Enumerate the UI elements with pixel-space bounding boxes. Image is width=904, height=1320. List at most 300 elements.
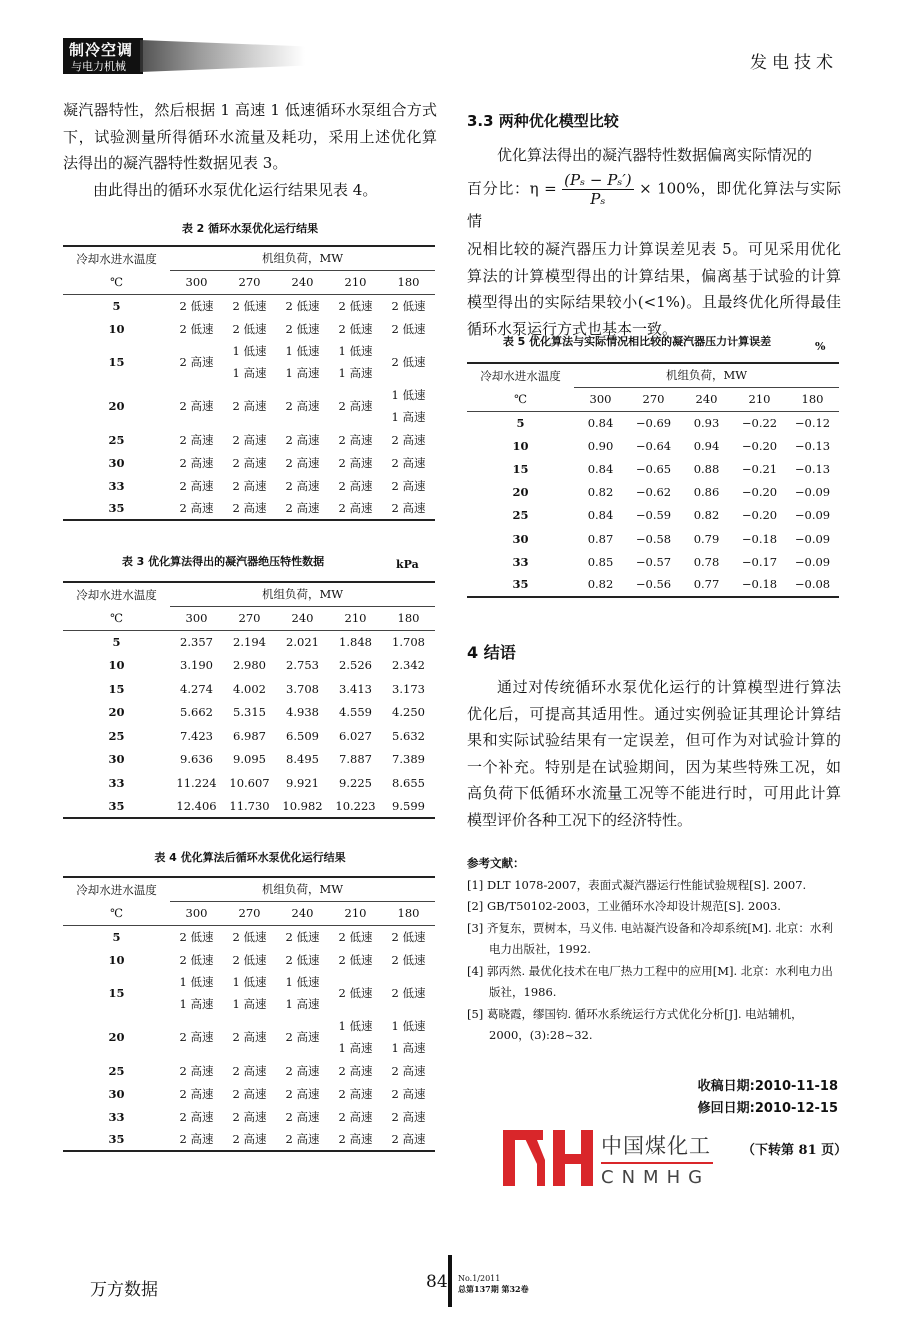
table-header-row <box>63 901 435 925</box>
load-column-header: 240 <box>276 606 329 630</box>
load-column-header: 240 <box>276 270 329 294</box>
table-header-row <box>63 246 435 270</box>
value-cell: −0.17 <box>741 554 778 569</box>
value-cell: 1 低速 1 高速 <box>285 975 320 1011</box>
table-row <box>63 1082 435 1105</box>
value-cell: 2 低速 <box>179 929 214 944</box>
table-5-caption: 表 5 优化算法与实际情况相比较的凝汽器压力计算误差 <box>502 335 772 348</box>
table-4-caption: 表 4 优化算法后循环水泵优化运行结果 <box>154 851 346 864</box>
value-cell: 0.85 <box>587 554 614 569</box>
temperature-cell: 30 <box>108 455 125 470</box>
temperature-cell: 25 <box>512 508 529 523</box>
value-cell: −0.18 <box>733 573 786 596</box>
value-cell: 2.357 <box>180 635 213 649</box>
value-cell: 2 高速 <box>232 1030 267 1044</box>
value-cell: −0.20 <box>741 508 778 523</box>
section-tag: 发电技术 <box>750 53 838 73</box>
temperature-cell: 5 <box>112 298 121 313</box>
value-cell: 2 低速 <box>179 952 214 967</box>
value-cell: 2 高速 <box>179 1030 214 1044</box>
table-row <box>63 771 435 795</box>
value-cell: −0.21 <box>741 461 778 476</box>
data-table <box>467 362 839 598</box>
formula-tail: × 100%，即优化算法与实际情 <box>467 179 841 230</box>
value-cell: 2 低速 <box>391 321 426 336</box>
mh-logo-icon <box>503 1130 593 1186</box>
temperature-cell: 15 <box>108 986 125 1000</box>
value-cell: 2 高速 <box>338 1086 373 1101</box>
value-cell: 2 低速 <box>391 952 426 967</box>
value-cell: 2.194 <box>233 635 266 649</box>
temperature-cell: 33 <box>512 554 529 569</box>
value-cell: 2 高速 <box>179 1063 214 1078</box>
table-row <box>63 294 435 317</box>
table-3-unit: kPa <box>396 558 419 571</box>
value-cell: 0.82 <box>693 508 720 523</box>
value-cell: 2 高速 <box>338 455 373 470</box>
table-row <box>467 457 839 480</box>
value-cell: 2 高速 <box>232 1109 267 1124</box>
revised-date: 修回日期:2010-12-15 <box>697 1101 838 1116</box>
value-cell: 2 低速 <box>391 298 426 313</box>
value-cell: 10.607 <box>229 775 270 790</box>
table-row <box>467 411 839 434</box>
table-row <box>63 724 435 748</box>
value-cell: −0.09 <box>794 485 831 500</box>
value-cell: 7.423 <box>180 728 213 743</box>
value-cell: −0.09 <box>794 508 831 523</box>
value-cell: 2 高速 <box>179 1109 214 1124</box>
temperature-cell: 5 <box>516 415 525 430</box>
table-row <box>63 1128 435 1151</box>
load-header: 机组负荷，MW <box>170 877 435 901</box>
table-row <box>63 701 435 725</box>
value-cell: 0.87 <box>587 531 614 546</box>
value-cell: 1 低速 1 高速 <box>232 975 267 1011</box>
temperature-unit: ℃ <box>63 901 170 925</box>
footer-divider <box>448 1255 452 1307</box>
value-cell: 0.82 <box>587 485 614 500</box>
value-cell: −0.20 <box>741 485 778 500</box>
formula-numerator: (Pₛ − Pₛ′) <box>564 170 632 189</box>
value-cell: 4.250 <box>392 705 425 720</box>
value-cell: 2 低速 <box>179 321 214 336</box>
value-cell: 2 低速 <box>285 952 320 967</box>
value-cell: 10.982 <box>276 795 329 819</box>
value-cell: 5.632 <box>392 728 425 743</box>
temperature-cell: 25 <box>108 728 125 743</box>
value-cell: 2 高速 <box>285 432 320 447</box>
table-row <box>63 1059 435 1082</box>
temperature-header: 冷却水进水温度 <box>467 363 574 387</box>
temperature-cell: 10 <box>108 321 125 336</box>
table-row <box>63 451 435 474</box>
table-row <box>63 340 435 384</box>
table-row <box>63 474 435 497</box>
load-column-header: 180 <box>382 606 435 630</box>
value-cell: 2 低速 <box>338 986 373 1000</box>
formula-denominator: Pₛ <box>590 189 606 208</box>
value-cell: 2 高速 <box>170 497 223 520</box>
value-cell: 5.662 <box>180 705 213 720</box>
table-row <box>63 677 435 701</box>
journal-name: 制冷空调 <box>69 41 134 59</box>
value-cell: 0.93 <box>693 415 720 430</box>
paragraph: 况相比较的凝汽器压力计算误差见表 5。可见采用优化算法的计算模型得出的计算结果，偏离基于试验的计算模型得出的实际结果较小(<1%)。且最终优化所得最佳循环水泵运行方式也基本一致。 <box>467 240 841 338</box>
value-cell: 2 高速 <box>232 455 267 470</box>
value-cell: 2 高速 <box>285 399 320 413</box>
value-cell: 2 高速 <box>285 1030 320 1044</box>
table-row <box>63 428 435 451</box>
value-cell: 8.655 <box>392 775 425 790</box>
value-cell: 2 高速 <box>338 432 373 447</box>
value-cell: 2 高速 <box>391 1086 426 1101</box>
value-cell: 0.84 <box>587 508 614 523</box>
temperature-cell: 5 <box>112 635 121 649</box>
value-cell: 0.84 <box>587 415 614 430</box>
value-cell: 2 低速 <box>338 929 373 944</box>
value-cell: 1 低速 1 高速 <box>179 975 214 1011</box>
table-row <box>63 654 435 678</box>
temperature-cell: 35 <box>467 573 574 596</box>
value-cell: 9.921 <box>286 775 319 790</box>
value-cell: −0.08 <box>786 573 839 596</box>
value-cell: −0.12 <box>794 415 831 430</box>
table-row <box>467 550 839 573</box>
value-cell: 1.708 <box>392 635 425 649</box>
reference-item: [2] GB/T50102-2003，工业循环水冷却设计规范[S]. 2003. <box>467 899 781 913</box>
value-cell: 8.495 <box>286 752 319 767</box>
value-cell: 2 低速 <box>285 298 320 313</box>
value-cell: −0.65 <box>635 461 672 476</box>
table-5-unit: % <box>815 340 826 353</box>
brand-text <box>601 1130 713 1188</box>
value-cell: 3.413 <box>339 681 372 696</box>
load-column-header: 210 <box>733 387 786 411</box>
section-4-heading <box>467 640 516 663</box>
received-date: 收稿日期:2010-11-18 <box>697 1079 838 1094</box>
value-cell: 2 高速 <box>232 432 267 447</box>
value-cell: 2.342 <box>392 658 425 673</box>
table-row <box>63 971 435 1015</box>
load-column-header: 240 <box>680 387 733 411</box>
left-intro <box>63 97 437 203</box>
article-dates <box>600 1076 838 1120</box>
value-cell: 2 低速 <box>232 321 267 336</box>
value-cell: 2 高速 <box>329 1128 382 1151</box>
value-cell: 4.002 <box>233 681 266 696</box>
table-2 <box>63 245 435 521</box>
formula-line <box>467 171 841 235</box>
issue-number: No.1/2011 <box>458 1274 501 1283</box>
table-row <box>467 481 839 504</box>
load-column-header: 180 <box>382 901 435 925</box>
value-cell: 2 低速 <box>179 298 214 313</box>
issue-volume: 总第137期 第32卷 <box>458 1284 529 1294</box>
value-cell: 9.636 <box>180 752 213 767</box>
load-column-header: 270 <box>223 270 276 294</box>
load-column-header: 270 <box>627 387 680 411</box>
value-cell: −0.22 <box>741 415 778 430</box>
temperature-unit: ℃ <box>63 606 170 630</box>
value-cell: 1 低速 1 高速 <box>285 344 320 380</box>
table-row <box>63 1105 435 1128</box>
reference-item: [4] 郭丙然. 最优化技术在电厂热力工程中的应用[M]. 北京：水利电力出版社，1986. <box>467 963 833 999</box>
table-row <box>63 497 435 520</box>
table-header-row <box>63 606 435 630</box>
value-cell: 9.225 <box>339 775 372 790</box>
value-cell: 0.88 <box>693 461 720 476</box>
table-4 <box>63 876 435 1152</box>
value-cell: 2 高速 <box>338 399 373 413</box>
references <box>467 853 839 1047</box>
value-cell: 2 高速 <box>382 497 435 520</box>
value-cell: −0.13 <box>794 461 831 476</box>
value-cell: −0.09 <box>794 531 831 546</box>
section-3-3-body <box>467 142 841 342</box>
table-row <box>63 795 435 819</box>
table-row <box>467 527 839 550</box>
reference-item: [1] DLT 1078-2007，表面式凝汽器运行性能试验规程[S]. 2007. <box>467 877 807 892</box>
value-cell: 2 低速 <box>232 298 267 313</box>
temperature-cell: 20 <box>512 485 529 500</box>
data-table <box>63 581 435 819</box>
value-cell: 7.887 <box>339 752 372 767</box>
value-cell: 2 高速 <box>179 355 214 369</box>
temperature-cell: 25 <box>108 1063 125 1078</box>
value-cell: −0.56 <box>627 573 680 596</box>
value-cell: 1 低速 1 高速 <box>391 388 426 424</box>
value-cell: −0.13 <box>794 438 831 453</box>
issue-info <box>458 1274 529 1294</box>
brand-en: CNMHG <box>601 1167 711 1188</box>
value-cell: 2.980 <box>233 658 266 673</box>
load-header: 机组负荷，MW <box>574 363 839 387</box>
value-cell: 2 高速 <box>276 497 329 520</box>
value-cell: 2 高速 <box>285 478 320 493</box>
value-cell: 2 低速 <box>232 952 267 967</box>
temperature-cell: 5 <box>112 929 121 944</box>
temperature-cell: 20 <box>108 1030 125 1044</box>
value-cell: 2 高速 <box>232 1086 267 1101</box>
load-column-header: 210 <box>329 270 382 294</box>
value-cell: 5.315 <box>233 705 266 720</box>
value-cell: 11.224 <box>176 775 217 790</box>
temperature-header: 冷却水进水温度 <box>63 877 170 901</box>
value-cell: 2 高速 <box>179 478 214 493</box>
value-cell: 2 低速 <box>338 952 373 967</box>
value-cell: 0.86 <box>693 485 720 500</box>
value-cell: 2 高速 <box>223 1128 276 1151</box>
table-header-row <box>63 270 435 294</box>
load-column-header: 210 <box>329 901 382 925</box>
load-column-header: 180 <box>786 387 839 411</box>
section-4-body <box>467 674 841 833</box>
reference-item: [5] 葛晓霞，缪国钧. 循环水系统运行方式优化分析[J]. 电站辅机，2000，(3):28~32. <box>467 1006 803 1042</box>
value-cell: −0.09 <box>794 554 831 569</box>
value-cell: 2.526 <box>339 658 372 673</box>
paragraph: 通过对传统循环水泵优化运行的计算模型进行算法优化后，可提高其适用性。通过实例验证其理论计算结果和实际试验结果有一定误差，但可作为对试验计算的一个补充。特别是在试验期间，因为某些特殊工况，如高负荷下低循环水流量工况等不能进行时，可用此计算模型评价各种工况下的经济特性。 <box>467 678 841 829</box>
load-column-header: 270 <box>223 606 276 630</box>
temperature-cell: 10 <box>108 952 125 967</box>
temperature-cell: 15 <box>108 355 125 369</box>
table-row <box>63 384 435 428</box>
temperature-cell: 10 <box>108 658 125 673</box>
temperature-cell: 25 <box>108 432 125 447</box>
value-cell: 2 高速 <box>338 478 373 493</box>
value-cell: 3.190 <box>180 658 213 673</box>
value-cell: 2 高速 <box>391 478 426 493</box>
table-row <box>63 925 435 948</box>
temperature-cell: 35 <box>63 497 170 520</box>
value-cell: −0.62 <box>635 485 672 500</box>
value-cell: 2 高速 <box>285 1086 320 1101</box>
value-cell: 9.095 <box>233 752 266 767</box>
value-cell: 2 高速 <box>285 1063 320 1078</box>
load-header: 机组负荷，MW <box>170 582 435 606</box>
value-cell: 2.753 <box>286 658 319 673</box>
load-column-header: 300 <box>170 606 223 630</box>
value-cell: 12.406 <box>170 795 223 819</box>
brand-cn: 中国煤化工 <box>601 1130 713 1164</box>
data-table <box>63 876 435 1152</box>
value-cell: 0.94 <box>693 438 720 453</box>
value-cell: 2 高速 <box>382 1128 435 1151</box>
value-cell: 4.274 <box>180 681 213 696</box>
temperature-cell: 30 <box>108 752 125 767</box>
value-cell: 6.987 <box>233 728 266 743</box>
value-cell: 3.708 <box>286 681 319 696</box>
table-row <box>63 630 435 654</box>
value-cell: −0.58 <box>635 531 672 546</box>
value-cell: 2 高速 <box>391 1109 426 1124</box>
temperature-cell: 30 <box>108 1086 125 1101</box>
value-cell: 6.027 <box>339 728 372 743</box>
value-cell: 2 低速 <box>338 298 373 313</box>
value-cell: 1 低速 1 高速 <box>338 344 373 380</box>
temperature-cell: 33 <box>108 478 125 493</box>
journal-logo <box>63 38 143 74</box>
load-column-header: 300 <box>574 387 627 411</box>
value-cell: 6.509 <box>286 728 319 743</box>
value-cell: −0.64 <box>635 438 672 453</box>
value-cell: 2 低速 <box>391 986 426 1000</box>
value-cell: 0.78 <box>693 554 720 569</box>
value-cell: −0.59 <box>635 508 672 523</box>
temperature-unit: ℃ <box>63 270 170 294</box>
value-cell: 0.82 <box>574 573 627 596</box>
eta-formula <box>562 171 634 208</box>
value-cell: 2 高速 <box>170 1128 223 1151</box>
temperature-cell: 30 <box>512 531 529 546</box>
value-cell: 11.730 <box>223 795 276 819</box>
value-cell: 2 高速 <box>179 1086 214 1101</box>
value-cell: 0.84 <box>587 461 614 476</box>
value-cell: 2 高速 <box>276 1128 329 1151</box>
value-cell: 1 低速 1 高速 <box>338 1019 373 1055</box>
formula-label: 百分比：η = <box>467 179 557 197</box>
references-title: 参考文献： <box>467 856 525 870</box>
value-cell: −0.18 <box>741 531 778 546</box>
data-table <box>63 245 435 521</box>
table-row <box>63 317 435 340</box>
value-cell: 10.223 <box>329 795 382 819</box>
reference-item: [3] 齐复东，贾树本，马义伟. 电站凝汽设备和冷却系统[M]. 北京：水利电力出版社，1992. <box>467 920 833 956</box>
value-cell: 2 高速 <box>391 432 426 447</box>
paragraph: 凝汽器特性，然后根据 1 高速 1 低速循环水泵组合方式下，试验测量所得循环水流量及耗功，采用上述优化算法得出的凝汽器特性数据见表 3。 <box>63 101 437 172</box>
temperature-cell: 20 <box>108 705 125 720</box>
value-cell: 4.938 <box>286 705 319 720</box>
value-cell: 0.77 <box>680 573 733 596</box>
value-cell: 2 高速 <box>223 497 276 520</box>
logo-decoration <box>140 40 305 72</box>
value-cell: 1 低速 1 高速 <box>232 344 267 380</box>
temperature-cell: 15 <box>108 681 125 696</box>
value-cell: 2 高速 <box>179 399 214 413</box>
paragraph: 优化算法得出的凝汽器特性数据偏离实际情况的 <box>497 146 813 164</box>
value-cell: 2 高速 <box>391 455 426 470</box>
table-header-row <box>63 877 435 901</box>
temperature-header: 冷却水进水温度 <box>63 582 170 606</box>
value-cell: 2 低速 <box>391 355 426 369</box>
value-cell: 9.599 <box>382 795 435 819</box>
continued-note: （下转第 81 页） <box>742 1143 848 1158</box>
temperature-cell: 33 <box>108 1109 125 1124</box>
table-5 <box>467 362 839 598</box>
table-2-caption: 表 2 循环水泵优化运行结果 <box>181 222 319 235</box>
value-cell: 4.559 <box>339 705 372 720</box>
value-cell: 2 高速 <box>232 478 267 493</box>
cnmhg-watermark-logo <box>503 1130 711 1190</box>
load-header: 机组负荷，MW <box>170 246 435 270</box>
value-cell: −0.57 <box>635 554 672 569</box>
table-header-row <box>63 582 435 606</box>
value-cell: 2 低速 <box>285 321 320 336</box>
value-cell: 2 低速 <box>391 929 426 944</box>
value-cell: 2 高速 <box>232 1063 267 1078</box>
value-cell: 2 高速 <box>232 399 267 413</box>
page-number: 84 <box>426 1272 448 1292</box>
value-cell: 1 低速 1 高速 <box>391 1019 426 1055</box>
value-cell: 2 高速 <box>338 1063 373 1078</box>
load-column-header: 300 <box>170 901 223 925</box>
temperature-cell: 35 <box>63 1128 170 1151</box>
temperature-unit: ℃ <box>467 387 574 411</box>
temperature-cell: 20 <box>108 399 125 413</box>
journal-subname: 与电力机械 <box>71 60 126 73</box>
value-cell: 2 低速 <box>285 929 320 944</box>
value-cell: 1.848 <box>339 635 372 649</box>
table-row <box>63 948 435 971</box>
temperature-cell: 10 <box>512 438 529 453</box>
temperature-cell: 33 <box>108 775 125 790</box>
value-cell: 2 高速 <box>179 455 214 470</box>
value-cell: 3.173 <box>392 681 425 696</box>
load-column-header: 270 <box>223 901 276 925</box>
heading-text: 3.3 两种优化模型比较 <box>467 112 619 130</box>
source-watermark: 万方数据 <box>90 1280 158 1300</box>
table-row <box>467 573 839 596</box>
heading-text: 4 结语 <box>467 643 516 662</box>
table-row <box>467 434 839 457</box>
load-column-header: 180 <box>382 270 435 294</box>
paragraph: 由此得出的循环水泵优化运行结果见表 4。 <box>93 180 378 199</box>
value-cell: 2 低速 <box>338 321 373 336</box>
value-cell: 2 高速 <box>285 455 320 470</box>
value-cell: 2 高速 <box>391 1063 426 1078</box>
table-row <box>467 504 839 527</box>
temperature-cell: 15 <box>512 461 529 476</box>
